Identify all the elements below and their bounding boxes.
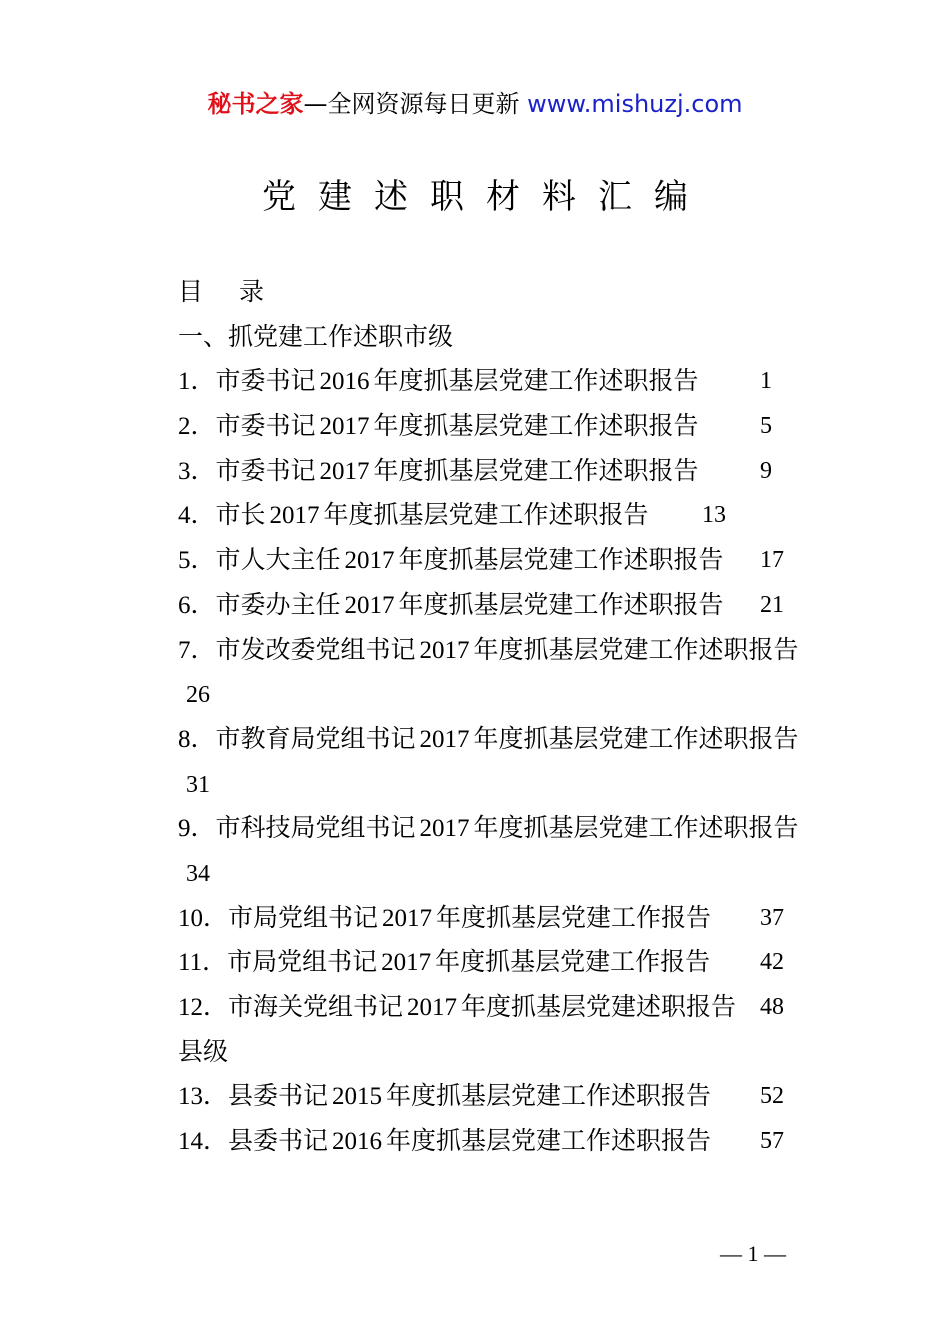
entry-title-pre: 市委书记: [215, 455, 316, 485]
entry-page-number: 42: [760, 949, 784, 976]
entry-title-post: 年度抓基层党建工作述职报告: [373, 455, 699, 485]
toc-entry-text: [178, 896, 711, 942]
entry-title-pre: 市委书记: [215, 411, 316, 441]
entry-title-pre: 市委办主任: [215, 589, 341, 619]
entry-year: 2017: [382, 904, 433, 932]
entry-page-number: 9: [760, 457, 772, 484]
toc-entry-page-line: [178, 672, 858, 717]
entry-title-pre: 市局党组书记: [228, 902, 379, 932]
entry-title-post: 年度抓基层党建工作述职报告: [398, 589, 724, 619]
document-title: 党建述职材料汇编: [262, 177, 710, 217]
entry-page-number: 34: [186, 860, 210, 887]
entry-number: 10．: [178, 904, 229, 932]
entry-title-post: 年度抓基层党建工作述职报告: [473, 634, 799, 664]
toc-entry[interactable]: [178, 404, 858, 449]
entry-title-pre: 市海关党组书记: [228, 992, 404, 1021]
entry-title-post: 年度抓基层党建工作述职报告: [373, 411, 699, 441]
entry-number: 8．: [178, 725, 216, 753]
entry-number: 7．: [178, 636, 216, 664]
toc-entry[interactable]: [178, 628, 858, 673]
entry-year: 2017: [407, 994, 458, 1021]
entry-number: 14．: [178, 1128, 229, 1156]
entry-title-post: 年度抓基层党建述职报告: [461, 992, 737, 1021]
entry-year: 2017: [344, 547, 395, 575]
entry-number: 6．: [178, 591, 216, 619]
entry-title-pre: 市委书记: [215, 366, 316, 396]
entry-number: 9．: [178, 815, 216, 843]
section-heading-county: 县级: [178, 1036, 229, 1066]
entry-title-post: 年度抓基层党建工作述职报告: [473, 813, 799, 843]
entry-page-number: 31: [186, 771, 210, 798]
toc-entry-text: [178, 538, 724, 584]
toc-entry-text: [178, 493, 649, 539]
entry-number: 12．: [178, 994, 229, 1021]
entry-page-number: 13: [702, 502, 726, 529]
entry-year: 2017: [344, 591, 395, 619]
toc-entry-text: [178, 359, 699, 405]
entry-year: 2015: [332, 1083, 383, 1111]
toc-entry-page-line: [178, 762, 858, 807]
site-banner: [0, 86, 950, 122]
toc-entry[interactable]: [178, 896, 858, 941]
toc-entry[interactable]: [178, 985, 858, 1030]
entry-year: 2017: [419, 725, 470, 753]
toc-entry[interactable]: [178, 359, 858, 404]
entry-title-pre: 市科技局党组书记: [215, 813, 416, 843]
toc-entry-text: [178, 583, 724, 629]
toc-entry[interactable]: [178, 1074, 858, 1119]
entry-title-post: 年度抓基层党建工作述职报告: [473, 723, 799, 753]
page-footer-number: — 1 —: [720, 1241, 786, 1266]
entry-page-number: 52: [760, 1083, 784, 1110]
entry-number: 3．: [178, 457, 216, 485]
entry-title-pre: 市人大主任: [215, 545, 341, 575]
entry-year: 2017: [381, 949, 432, 977]
entry-number: 13．: [178, 1083, 229, 1111]
toc-entry-text: [178, 449, 699, 495]
entry-page-number: 26: [186, 682, 210, 709]
toc-entry[interactable]: [178, 583, 858, 628]
entry-number: 4．: [178, 502, 216, 530]
brand-name: 秘书之家: [207, 90, 304, 118]
toc-entry-page-line: [178, 851, 858, 896]
entry-year: 2016: [332, 1128, 383, 1156]
entry-title-post: 年度抓基层党建工作述职报告: [323, 500, 649, 530]
entry-number: 5．: [178, 547, 216, 575]
toc-entry[interactable]: [178, 1119, 858, 1164]
toc-entry[interactable]: [178, 493, 858, 538]
table-of-contents: [178, 270, 858, 1164]
toc-entry-text: [178, 628, 799, 674]
entry-title-post: 年度抓基层党建工作述职报告: [386, 1126, 712, 1156]
entry-year: 2017: [269, 502, 320, 530]
toc-entry-text: [178, 404, 699, 450]
toc-entry-text: [178, 1119, 711, 1165]
entry-title-post: 年度抓基层党建工作报告: [436, 902, 712, 932]
entry-title-post: 年度抓基层党建工作报告: [435, 947, 711, 977]
toc-entry[interactable]: [178, 940, 858, 985]
entry-page-number: 48: [760, 994, 784, 1020]
entry-title-pre: 市局党组书记: [227, 947, 378, 977]
toc-entry-text: [178, 940, 710, 986]
toc-entry[interactable]: [178, 717, 858, 762]
entry-number: 2．: [178, 413, 216, 441]
entry-page-number: 21: [760, 591, 784, 618]
banner-tagline: —全网资源每日更新: [303, 90, 520, 118]
toc-heading: 目录: [178, 277, 301, 306]
entry-year: 2017: [419, 636, 470, 664]
entry-page-number: 17: [760, 547, 784, 574]
entry-title-pre: 县委书记: [228, 1126, 329, 1156]
entry-title-pre: 市长: [215, 500, 266, 530]
entry-title-post: 年度抓基层党建工作述职报告: [373, 366, 699, 396]
entry-title-pre: 市教育局党组书记: [215, 723, 416, 753]
entry-title-pre: 市发改委党组书记: [215, 634, 416, 664]
toc-entry-text: [178, 717, 799, 763]
entry-year: 2017: [419, 815, 470, 843]
entry-year: 2016: [319, 368, 370, 396]
entry-year: 2017: [319, 413, 370, 441]
entry-number: 1．: [178, 368, 216, 396]
toc-entry-text: [178, 806, 799, 852]
entry-page-number: 1: [760, 368, 772, 395]
section-heading-city: 一、抓党建工作述职市级: [178, 321, 454, 351]
toc-entry-text: [178, 985, 736, 1031]
entry-year: 2017: [319, 457, 370, 485]
entry-title-post: 年度抓基层党建工作述职报告: [386, 1081, 712, 1111]
entry-page-number: 57: [760, 1128, 784, 1155]
entry-page-number: 5: [760, 413, 772, 440]
toc-entry-text: [178, 1074, 711, 1120]
toc-entry[interactable]: [178, 538, 858, 583]
toc-entry[interactable]: [178, 449, 858, 494]
entry-number: 11．: [178, 949, 228, 977]
banner-url[interactable]: www.mishuzj.com: [527, 90, 743, 118]
entry-page-number: 37: [760, 904, 784, 931]
entry-title-pre: 县委书记: [228, 1081, 329, 1111]
toc-entry[interactable]: [178, 806, 858, 851]
entry-title-post: 年度抓基层党建工作述职报告: [398, 545, 724, 575]
